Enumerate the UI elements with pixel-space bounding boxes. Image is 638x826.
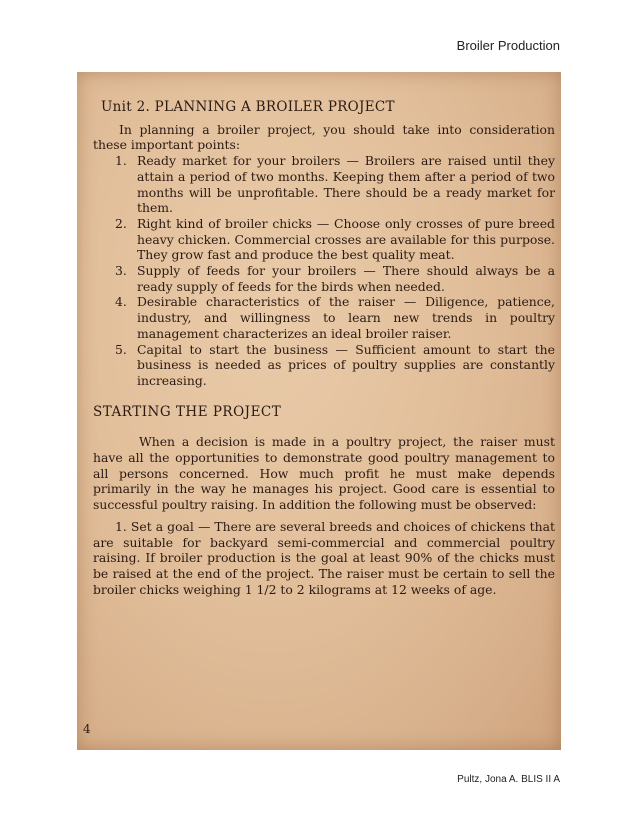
page-footer-author: Pultz, Jona A. BLIS II A: [457, 774, 560, 785]
intro-paragraph: In planning a broiler project, you should take into consideration these important points:: [93, 121, 555, 153]
points-list: [93, 153, 555, 389]
list-item-number: 5.: [115, 341, 127, 357]
list-item: [93, 342, 555, 389]
list-item-number: 2.: [115, 215, 127, 231]
list-item: [93, 216, 555, 263]
list-item-number: 4.: [115, 294, 127, 310]
list-item-text: Supply of feeds for your broilers — There should always be a ready supply of feeds for the birds when needed.: [137, 263, 555, 294]
page-header-title: Broiler Production: [456, 38, 560, 53]
scan-text-block: [93, 100, 555, 597]
list-item: [93, 294, 555, 341]
list-item-number: 1.: [115, 153, 127, 169]
list-item-text: Right kind of broiler chicks — Choose only crosses of pure breed heavy chicken. Commercial crosses are available for this purpose. They grow fast and produce the best quality meat.: [137, 215, 555, 263]
list-item-number: 3.: [115, 263, 127, 279]
body-paragraph: When a decision is made in a poultry project, the raiser must have all the opportunities to demonstrate good poultry management to all persons concerned. How much profit he must make depends primarily in the way he manages his project. Good care is essential to successful poultry raising. In addition the following must be observed:: [93, 434, 555, 513]
list-item-text: Desirable characteristics of the raiser — Diligence, patience, industry, and willingness to learn new trends in poultry management characterizes an ideal broiler raiser.: [137, 294, 555, 341]
page-number: 4: [83, 722, 91, 736]
list-item-text: Ready market for your broilers — Broilers are raised until they attain a period of two months. Keeping them after a period of two months will be unprofitable. There should be a ready market for them.: [137, 153, 555, 216]
section-title: STARTING THE PROJECT: [93, 403, 282, 420]
unit-title: Unit 2. PLANNING A BROILER PROJECT: [101, 99, 395, 115]
body-paragraph: 1. Set a goal — There are several breeds and choices of chickens that are suitable for backyard semi-commercial and commercial poultry raising. If broiler production is the goal at least 90% of the chicks must be raised at the end of the project. The raiser must be certain to sell the broiler chicks weighing 1 1/2 to 2 kilograms at 12 weeks of age.: [93, 518, 555, 597]
list-item-text: Capital to start the business — Sufficient amount to start the business is needed as prices of poultry supplies are constantly increasing.: [137, 341, 555, 388]
scanned-book-page: [77, 72, 561, 750]
list-item: [93, 263, 555, 294]
list-item: [93, 153, 555, 216]
